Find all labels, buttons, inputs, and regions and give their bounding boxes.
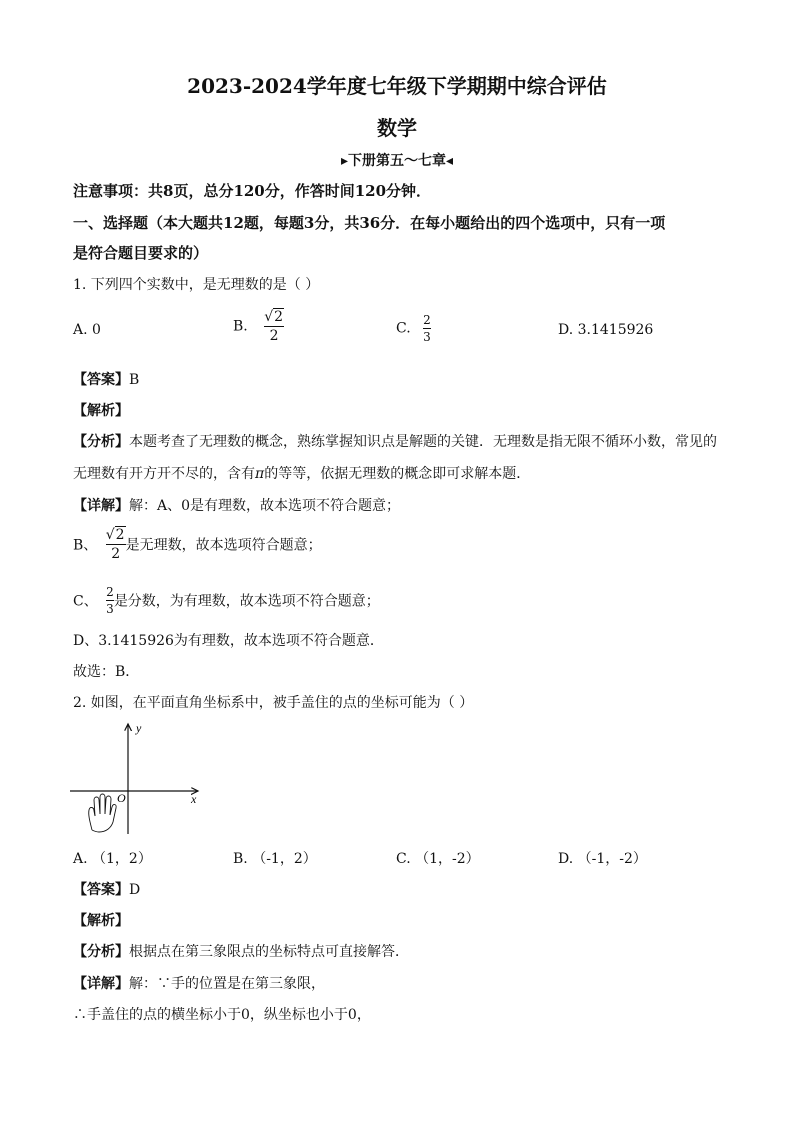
origin-label: O xyxy=(117,791,126,805)
section-heading-line2: 是符合题目要求的） xyxy=(73,244,209,262)
q1-fenxi-line2 xyxy=(73,463,530,483)
q2-conclusion: ∴手盖住的点的横坐标小于0，纵坐标也小于0， xyxy=(73,1007,371,1023)
q1-fenxi-tag: 【分析】 xyxy=(73,434,129,450)
q1-answer xyxy=(73,369,139,389)
q1-option-c-num: 2 xyxy=(423,313,431,327)
q1-option-c xyxy=(396,314,431,343)
y-axis-label: y xyxy=(136,721,142,735)
q1-xiangjie-line-a xyxy=(73,495,400,515)
q1-option-c-den: 3 xyxy=(423,330,431,344)
scope-label: ▸下册第五～七章◂ xyxy=(340,153,454,169)
q2-option-b: B. （-1，2） xyxy=(233,851,317,867)
q1-fenxi-text1: 本题考查了无理数的概念，熟练掌握知识点是解题的关键．无理数是指无限不循环小数，常见的 xyxy=(129,434,717,450)
q1-option-b-fraction: $\frac{√2}{2}$ xyxy=(264,309,284,344)
x-axis-label: x xyxy=(191,792,197,806)
q2-option-c: C. （1，-2） xyxy=(396,851,480,867)
q1-c-fraction xyxy=(106,586,114,615)
q1-xiangjie-line-d: D、3.1415926为有理数，故本选项不符合题意． xyxy=(73,633,384,649)
q1-b-label: B、 xyxy=(73,537,98,554)
q1-option-b-den: 2 xyxy=(269,328,279,344)
q1-stem: 1. 下列四个实数中，是无理数的是（ ） xyxy=(73,277,320,293)
q1-answer-value: B xyxy=(129,372,140,388)
q1-xiangjie-line-c xyxy=(73,586,380,615)
q1-c-text: 是分数，为有理数，故本选项不符合题意； xyxy=(113,593,380,610)
q1-xiangjie-line-b xyxy=(73,528,322,561)
q1-option-d: D. 3.1415926 xyxy=(558,322,654,338)
section-heading-line1: 一、选择题（本大题共12题，每题3分，共36分．在每小题给出的四个选项中，只有一项 xyxy=(73,214,666,232)
coordinate-figure xyxy=(70,718,210,838)
q2-answer-tag: 【答案】 xyxy=(73,882,129,898)
q1-option-b-prefix: B. xyxy=(233,318,248,335)
q1-fenxi-text2b: 的等等，依据无理数的概念即可求解本题． xyxy=(264,466,531,482)
q2-stem: 2. 如图，在平面直角坐标系中，被手盖住的点的坐标可能为（ ） xyxy=(73,695,474,711)
pi-symbol: π xyxy=(255,466,265,482)
q1-c-label: C、 xyxy=(73,593,98,610)
q1-c-den: 3 xyxy=(106,602,114,616)
q1-choose: 故选：B． xyxy=(73,664,140,680)
q1-fenxi-line1 xyxy=(73,431,717,451)
q1-answer-tag: 【答案】 xyxy=(73,372,129,388)
q1-fenxi-text2a: 无理数有开方开不尽的，含有 xyxy=(73,466,255,482)
q1-b-fraction: $\frac{√2}{2}$ xyxy=(105,527,125,562)
q2-answer xyxy=(73,879,140,899)
q1-option-b xyxy=(233,310,284,343)
q2-fenxi-text: 根据点在第三象限点的坐标特点可直接解答． xyxy=(129,944,409,960)
q1-c-num: 2 xyxy=(106,585,114,599)
hand-icon xyxy=(89,794,116,832)
page-title: 2023-2024学年度七年级下学期期中综合评估 xyxy=(187,74,607,98)
q1-analysis-tag: 【解析】 xyxy=(73,403,129,419)
q2-option-a: A. （1，2） xyxy=(73,851,152,867)
q2-xiangjie xyxy=(73,973,325,993)
q2-analysis-tag: 【解析】 xyxy=(73,913,129,929)
q1-option-a: A. 0 xyxy=(73,322,101,338)
q2-xiangjie-text: 解：∵手的位置是在第三象限， xyxy=(129,976,325,992)
q1-b-text: 是无理数，故本选项符合题意； xyxy=(125,537,322,554)
coordinate-plane xyxy=(70,718,210,838)
q1-option-c-prefix: C. xyxy=(396,320,411,337)
q1-b-radicand: 2 xyxy=(115,527,125,543)
q1-xiangjie-tag: 【详解】 xyxy=(73,498,129,514)
notice-text: 注意事项：共8页，总分120分，作答时间120分钟． xyxy=(73,182,432,200)
q2-fenxi-tag: 【分析】 xyxy=(73,944,129,960)
q1-option-b-radicand: 2 xyxy=(274,309,284,325)
q2-fenxi xyxy=(73,941,409,961)
subject-title: 数学 xyxy=(377,116,417,140)
q1-b-den: 2 xyxy=(111,546,121,562)
q1-xiangjie-a: 解：A、0是有理数，故本选项不符合题意； xyxy=(129,498,401,514)
q1-option-c-fraction xyxy=(423,314,431,343)
q2-answer-value: D xyxy=(129,882,141,898)
q2-option-d: D. （-1，-2） xyxy=(558,851,647,867)
q2-xiangjie-tag: 【详解】 xyxy=(73,976,129,992)
